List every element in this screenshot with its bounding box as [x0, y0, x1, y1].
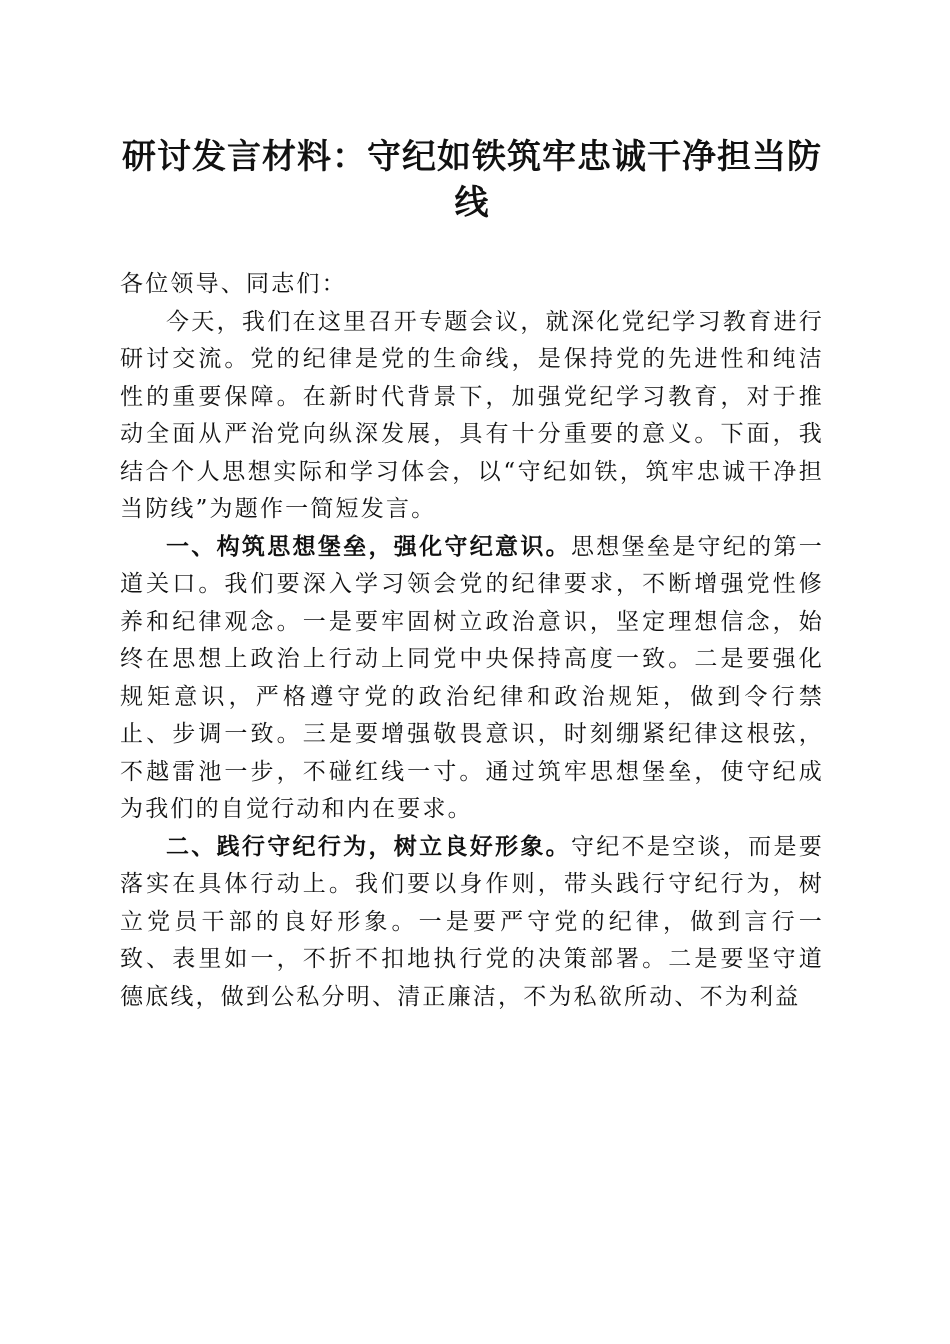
document-body — [120, 266, 824, 1016]
paragraph-section-2 — [120, 829, 824, 1017]
paragraph-text: 思想堡垒是守纪的第一道关口。我们要深入学习领会党的纪律要求，不断增强党性修养和纪律观念。一是要牢固树立政治意识，坚定理想信念，始终在思想上政治上行动上同党中央保持高度一致。二是要强化规矩意识，严格遵守党的政治纪律和政治规矩，做到令行禁止、步调一致。三是要增强敬畏意识，时刻绷紧纪律这根弦，不越雷池一步，不碰红线一寸。通过筑牢思想堡垒，使守纪成为我们的自觉行动和内在要求。 — [120, 533, 825, 822]
document-title: 研讨发言材料：守纪如铁筑牢忠诚干净担当防线 — [122, 137, 822, 223]
section-heading: 一、构筑思想堡垒，强化守纪意识。 — [166, 533, 571, 560]
section-heading: 二、践行守纪行为，树立良好形象。 — [166, 833, 571, 860]
paragraph-intro — [120, 304, 824, 529]
paragraph-section-1 — [120, 529, 824, 829]
salutation: 各位领导、同志们： — [120, 271, 347, 297]
paragraph-text: 守纪不是空谈，而是要落实在具体行动上。我们要以身作则，带头践行守纪行为，树立党员干部的良好形象。一是要严守党的纪律，做到言行一致、表里如一，不折不扣地执行党的决策部署。二是要坚守道德底线，做到公私分明、清正廉洁，不为私欲所动、不为利益 — [120, 833, 825, 1010]
paragraph-text: 今天，我们在这里召开专题会议，就深化党纪学习教育进行研讨交流。党的纪律是党的生命线，是保持党的先进性和纯洁性的重要保障。在新时代背景下，加强党纪学习教育，对于推动全面从严治党向纵深发展，具有十分重要的意义。下面，我结合个人思想实际和学习体会，以“守纪如铁，筑牢忠诚干净担当防线”为题作一简短发言。 — [120, 308, 824, 522]
